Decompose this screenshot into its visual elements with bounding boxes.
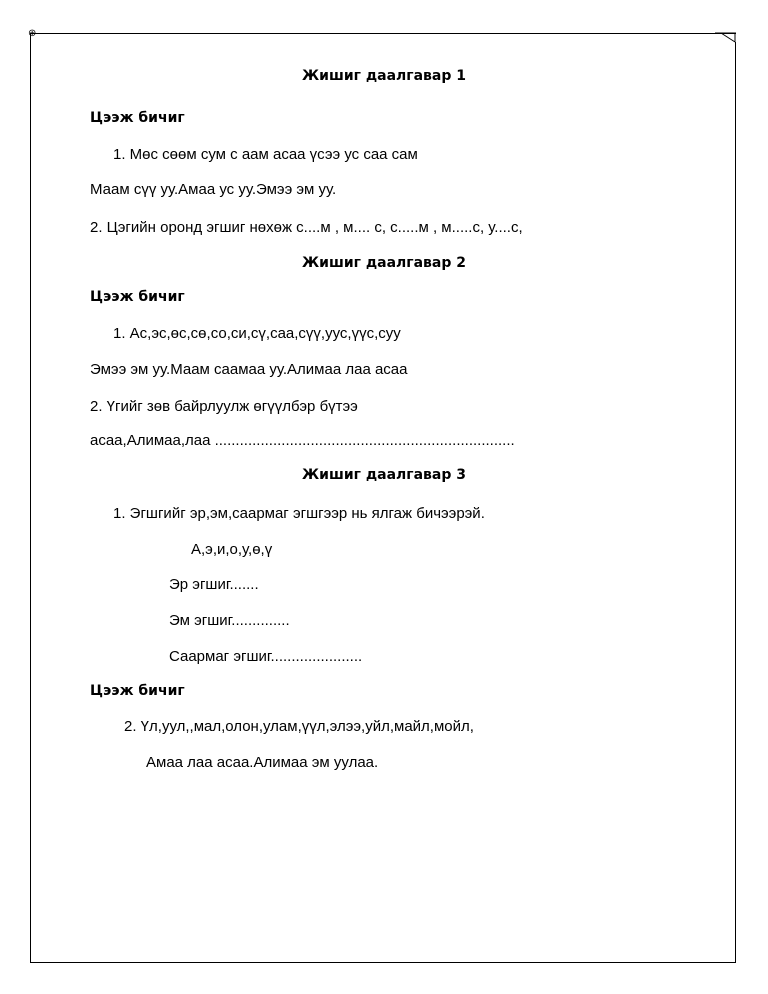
- exercise-3-neutral-vowels: Саармаг эгшиг......................: [169, 648, 363, 665]
- exercise-3-item-2: 2. Үл,уул,,мал,олон,улам,үүл,элээ,уйл,майл,мойл,: [124, 718, 474, 735]
- exercise-1-line-2: Маам сүү уу.Амаа ус уу.Эмээ эм уу.: [90, 181, 337, 198]
- exercise-3-male-vowels: Эр эгшиг.......: [169, 576, 259, 593]
- exercise-3-female-vowels: Эм эгшиг..............: [169, 612, 290, 629]
- exercise-1-line-3: 2. Цэгийн оронд эгшиг нөхөж с....м , м.... с, с.....м , м.....с, у....с,: [90, 219, 523, 236]
- exercise-2-section: Цээж бичиг: [90, 289, 185, 305]
- page-border-right: [735, 42, 736, 963]
- exercise-1-item-1: 1. Мөс сөөм сум с аам асаа үсээ ус саа сам: [113, 146, 418, 163]
- exercise-3-title: Жишиг даалгавар 3: [302, 467, 466, 483]
- exercise-2-item-1: 1. Ас,эс,өс,сө,со,си,сү,саа,сүү,уус,үүс,суу: [113, 325, 401, 342]
- page-border: [30, 33, 736, 963]
- exercise-2-line-3: 2. Үгийг зөв байрлуулж өгүүлбэр бүтээ: [90, 398, 358, 415]
- exercise-1-section: Цээж бичиг: [90, 110, 185, 126]
- page-fold-icon: [715, 28, 737, 44]
- exercise-3-vowels: А,э,и,о,у,ө,ү: [191, 541, 273, 558]
- exercise-2-line-4: асаа,Алимаа,лаа ........................................................................: [90, 432, 515, 449]
- exercise-3-section: Цээж бичиг: [90, 683, 185, 699]
- exercise-3-item-1: 1. Эгшгийг эр,эм,саармаг эгшгээр нь ялгаж бичээрэй.: [113, 505, 485, 522]
- exercise-1-title: Жишиг даалгавар 1: [302, 68, 466, 84]
- anchor-icon: ⊕: [28, 28, 37, 39]
- exercise-3-last-line: Амаа лаа асаа.Алимаа эм уулаа.: [146, 754, 379, 771]
- exercise-2-title: Жишиг даалгавар 2: [302, 255, 466, 271]
- exercise-2-line-2: Эмээ эм уу.Маам саамаа уу.Алимаа лаа асаа: [90, 361, 408, 378]
